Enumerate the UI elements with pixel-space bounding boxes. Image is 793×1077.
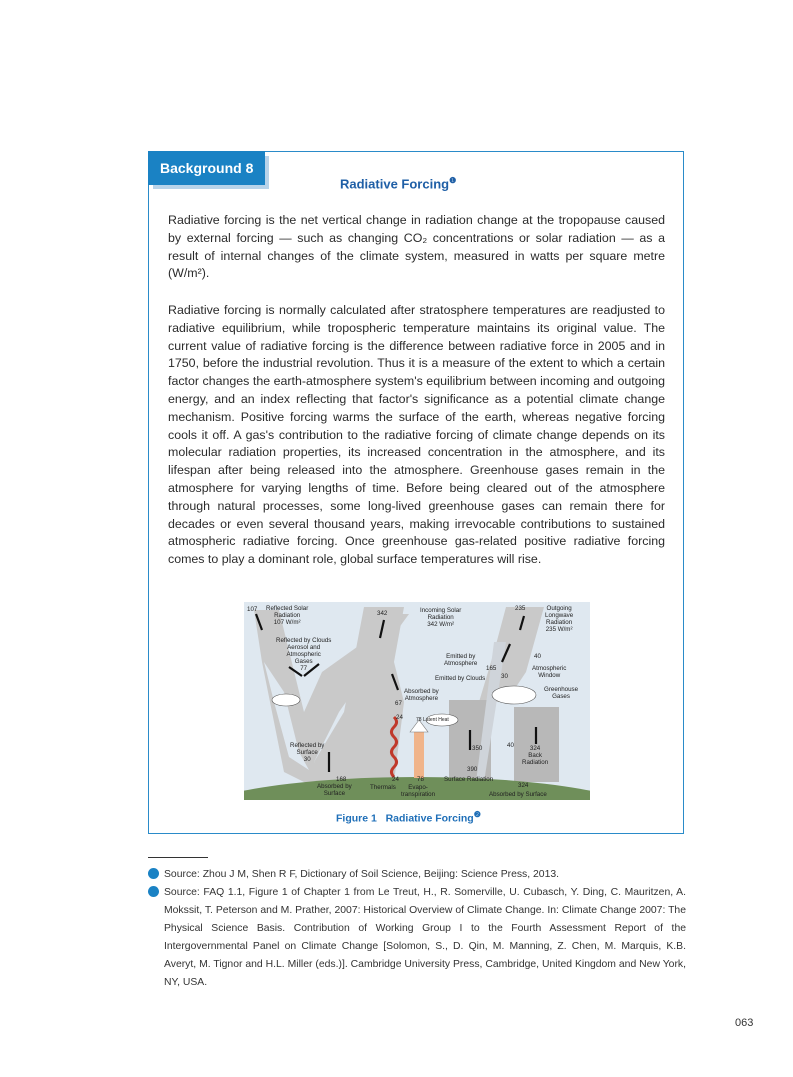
title-text: Radiative Forcing — [340, 176, 450, 192]
fig-label-greenhouse-gases: Greenhouse Gases — [544, 686, 579, 700]
fig-label-atmospheric-window: Atmospheric Window — [532, 665, 567, 679]
fig-label-back-radiation: 324 Back Radiation — [522, 745, 549, 766]
fig-label-reflected-surface: Reflected by Surface 30 — [290, 742, 325, 763]
fig-label-165: 165 — [486, 665, 497, 672]
fig-label-40-window: 40 — [534, 653, 541, 660]
fig-label-24-bottom: 24 — [392, 776, 399, 783]
footnote-text-1: Source: Zhou J M, Shen R F, Dictionary of Soil Science, Beijing: Science Press, 2013. — [164, 869, 560, 880]
footnote-ref-2[interactable]: ❷ — [473, 810, 481, 819]
fig-label-absorbed-surface-left: Absorbed by Surface — [317, 783, 352, 797]
fig-label-342: 342 — [377, 610, 388, 617]
footnote-2 — [143, 884, 686, 992]
fig-label-78: 78 — [417, 776, 424, 783]
caption-text: Figure 1 Radiative Forcing — [336, 812, 474, 825]
footnote-number-1: 1 — [148, 868, 159, 879]
fig-label-107: 107 — [247, 606, 258, 613]
fig-label-24-top: 24 — [396, 714, 403, 721]
fig-label-40-surface: 40 — [507, 742, 514, 749]
fig-label-168: 168 — [336, 776, 347, 783]
fig-label-324: 324 — [518, 782, 529, 789]
page-number: 063 — [735, 1017, 754, 1029]
radiative-forcing-figure — [244, 602, 590, 800]
fig-label-390: 390 — [467, 766, 478, 773]
fig-label-surface-radiation: Surface Radiation — [444, 776, 494, 783]
box-title — [340, 176, 500, 191]
fig-label-67: 67 — [395, 700, 402, 707]
fig-label-350: 350 — [472, 745, 483, 752]
paragraph-1: Radiative forcing is the net vertical change in radiation change at the tropopause caused by external forcing — such as changing CO₂ concentrations or solar radiation — as a result of internal changes of the climate system, measured in watts per square metre (W/m²). — [168, 213, 665, 281]
fig-label-incoming-solar: Incoming Solar Radiation 342 W/m² — [420, 607, 462, 628]
footnote-ref-1[interactable]: ❶ — [449, 176, 457, 185]
fig-label-thermals: Thermals — [370, 784, 396, 791]
fig-label-reflected-solar: Reflected Solar Radiation 107 W/m² — [266, 605, 309, 626]
fig-label-absorbed-surface-right: Absorbed by Surface — [489, 791, 547, 798]
fig-label-reflected-clouds: Reflected by Clouds Aerosol and Atmospheric Gases 77 — [276, 637, 332, 672]
fig-label-30: 30 — [501, 673, 508, 680]
fig-label-evapotranspiration: Evapo- transpiration — [401, 784, 436, 798]
figure-caption — [336, 810, 481, 825]
background-tab: Background 8 — [148, 151, 265, 185]
footnote-rule — [148, 857, 208, 858]
fig-label-outgoing-longwave: Outgoing Longwave Radiation 235 W/m² — [545, 605, 574, 633]
footnote-1 — [143, 866, 686, 884]
fig-label-235: 235 — [515, 605, 526, 612]
fig-label-latent-heat: 78 Latent Heat — [416, 717, 449, 723]
fig-label-absorbed-atmosphere: Absorbed by Atmosphere — [404, 688, 439, 702]
fig-label-emitted-atmosphere: Emitted by Atmosphere — [444, 653, 478, 667]
paragraph-2: Radiative forcing is normally calculated after stratosphere temperatures are readjusted to radiative equilibrium, while tropospheric temperature maintains its original value. The current value of radiative forcing is the difference between radiative force in 2005 and in 1750, before the industrial revolution. Thus it is a measure of the extent to which a certain factor changes the earth-atmosphere system's equilibrium between incoming and outgoing energy, and an index reflecting that factor's significance as a potential climate change mechanism. Positive forcing warms the surface of the earth, whereas negative forcing cools it off. A gas's contribution to the radiative forcing of climate change depends on its molecular radiation properties, its increased concentration in the atmosphere, and its lifespan after being released into the atmosphere. Greenhouse gases remain in the atmosphere for varying lengths of time. Before being cleared out of the atmosphere through natural processes, some long-lived greenhouse gases can remain there for decades or even several thousand years, making irrevocable contributions to sustained atmospheric radiative forcing. Once greenhouse gas-related positive radiative forcing comes to play a dominant role, global surface temperatures will rise. — [168, 303, 665, 567]
footnote-number-2: 2 — [148, 886, 159, 897]
footnote-text-2: Source: FAQ 1.1, Figure 1 of Chapter 1 from Le Treut, H., R. Somerville, U. Cubasch, Y. Ding, C. Mauritzen, A. Mokssit, T. Peterson and M. Prather, 2007: Historical Overview of Climate Change. In: Climate Change 2007: The Physical Science Basis. Contribution of Working Group I to the Fourth Assessment Report of the Intergovernmental Panel on Climate Change [Solomon, S., D. Qin, M. Manning, Z. Chen, M. Marquis, K.B. Averyt, M. Tignor and H.L. Miller (eds.)]. Cambridge University Press, Cambridge, United Kingdom and New York, NY, USA. — [164, 887, 686, 988]
fig-label-emitted-clouds: Emitted by Clouds — [435, 675, 486, 682]
